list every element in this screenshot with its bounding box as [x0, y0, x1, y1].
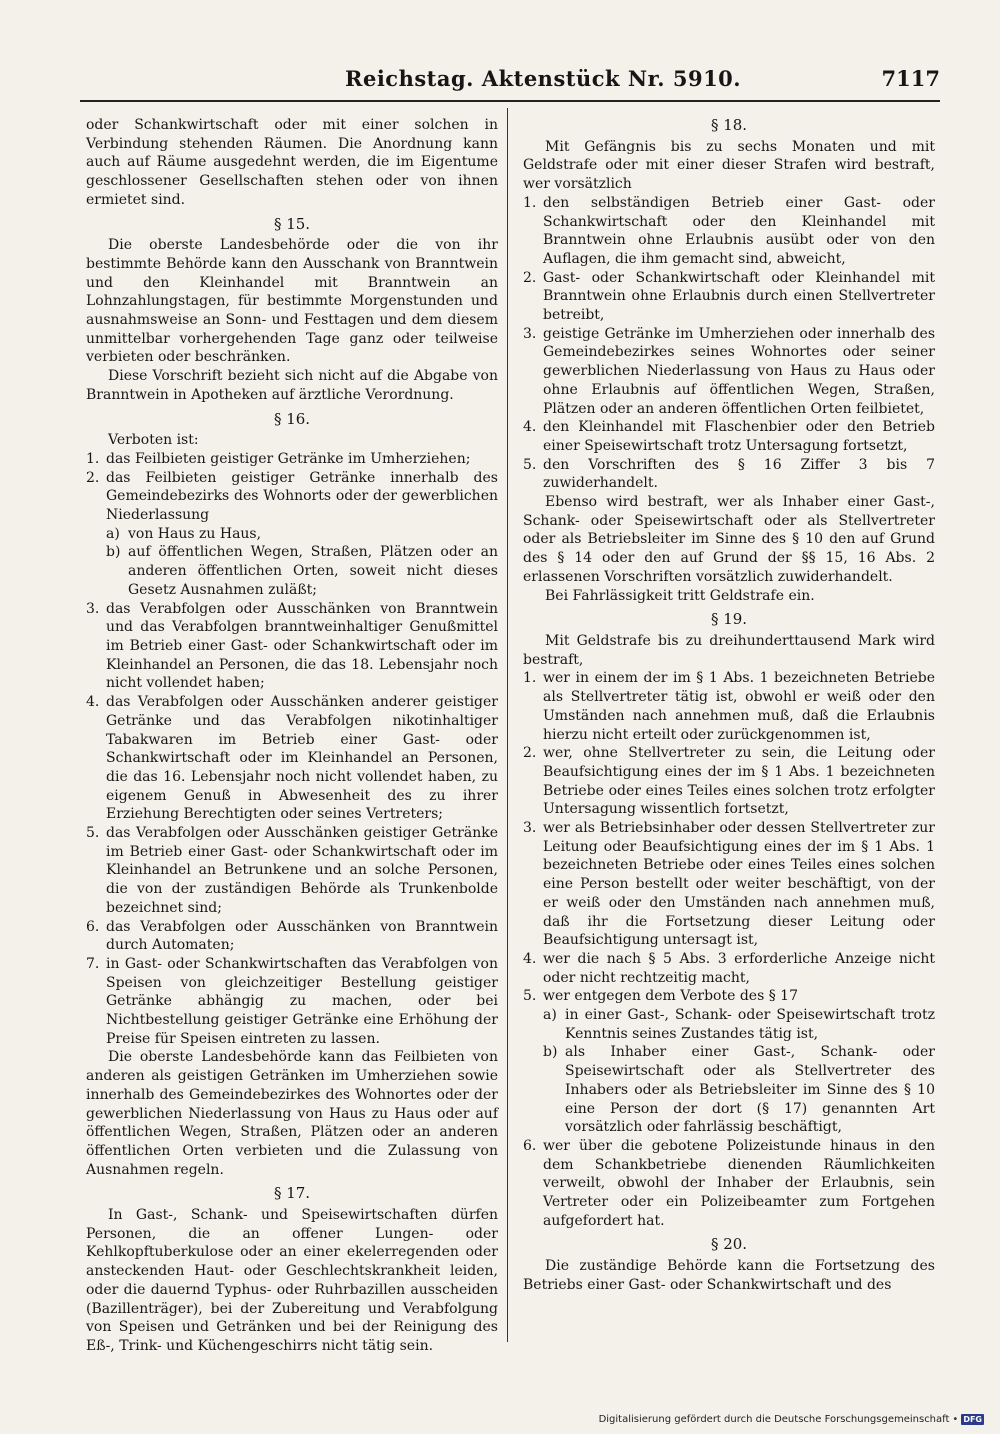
item-number: 7. — [86, 955, 100, 972]
item-text: wer über die gebotene Polizeistunde hinaus in den dem Schankbetriebe dienenden Räumlichkeiten verweilt, obwohl der Inhaber der Erlaubnis, sein Vertreter oder ein Polizeibeamter zum Fortgehen aufgefordert hat. — [543, 1137, 935, 1229]
list-item — [523, 669, 935, 744]
sub-item-letter: a) — [543, 1007, 557, 1024]
item-number: 3. — [523, 325, 537, 342]
list-item — [523, 325, 935, 419]
running-title: Reichstag. Aktenstück Nr. 5910. — [345, 66, 742, 91]
list-item — [523, 987, 935, 1006]
list-item — [523, 456, 935, 493]
item-text: wer in einem der im § 1 Abs. 1 bezeichneten Betriebe als Stellvertreter tätig ist, obwohl er weiß oder den Umständen nach annehmen muß, daß die Erlaubnis hierzu nicht erteilt oder zurückgenommen ist, — [543, 670, 935, 743]
item-number: 3. — [86, 600, 100, 617]
item-text: in Gast- oder Schankwirtschaften das Verabfolgen von Speisen von gleichzeitiger Bestellung geistiger Getränke abhängig zu machen, oder bei Nichtbestellung geistiger Getränke eine Erhöhung der Preise für Speisen eintreten zu lassen. — [106, 955, 498, 1047]
left-column — [86, 116, 498, 1356]
item-number: 5. — [86, 825, 100, 842]
paragraph: Bei Fahrlässigkeit tritt Geldstrafe ein. — [545, 587, 815, 604]
sub-item-text: auf öffentlichen Wegen, Straßen, Plätzen oder an anderen öffentlichen Orten, soweit nicht dieses Gesetz Ausnahmen zuläßt; — [128, 544, 498, 598]
item-number: 1. — [86, 450, 100, 467]
sub-list-item — [86, 525, 498, 544]
item-text: das Verabfolgen oder Ausschänken von Branntwein und das Verabfolgen branntweinhaltiger Genußmittel im Betrieb einer Gast- oder Schankwirtschaft oder im Kleinhandel an Personen, die das 18. Lebensjahr noch nicht vollendet haben; — [106, 600, 498, 692]
item-text: das Verabfolgen oder Ausschänken anderer geistiger Getränke und das Verabfolgen nikotinhaltiger Tabakwaren im Betrieb einer Gast- oder Schankwirtschaft oder im Kleinhandel an Personen, die das 16. Lebensjahr noch nicht vollendet haben, zu eigenem Genuß in Abwesenheit des zu ihrer Erziehung Berechtigten oder seines Vertreters; — [106, 694, 498, 823]
sub-list-item — [523, 1006, 935, 1043]
header-rule — [80, 100, 940, 102]
item-number: 2. — [523, 269, 537, 286]
item-text: den Vorschriften des § 16 Ziffer 3 bis 7 zuwiderhandelt. — [543, 456, 935, 492]
list-item — [523, 744, 935, 819]
paragraph: Mit Gefängnis bis zu sechs Monaten und mit Geldstrafe oder mit einer dieser Strafen wird bestraft, wer vorsätzlich — [523, 138, 935, 193]
item-number: 4. — [523, 419, 537, 436]
digitization-credit — [599, 1414, 984, 1425]
item-number: 3. — [523, 820, 537, 837]
item-text: wer, ohne Stellvertreter zu sein, die Leitung oder Beaufsichtigung eines der im § 1 Abs. 1 bezeichneten Betriebe oder eines Teiles eines solchen trotz erfolgter Untersagung wissentlich fortsetzt, — [543, 745, 935, 818]
sub-item-text: von Haus zu Haus, — [128, 525, 262, 542]
item-text: geistige Getränke im Umherziehen oder innerhalb des Gemeindebezirkes seines Wohnortes oder seiner gewerblichen Niederlassung von Haus zu Haus oder ohne Erlaubnis auf öffentlichen Wegen, Straßen, Plätzen oder an anderen öffentlichen Orten feilbietet, — [543, 325, 935, 417]
list-item — [523, 1137, 935, 1231]
item-text: wer entgegen dem Verbote des § 17 — [543, 988, 798, 1005]
section-heading-17: § 17. — [273, 1184, 311, 1203]
right-column — [523, 116, 935, 1295]
column-divider — [507, 108, 508, 1342]
item-number: 1. — [523, 194, 537, 211]
paragraph: Diese Vorschrift bezieht sich nicht auf die Abgabe von Branntwein in Apotheken auf ärztliche Verordnung. — [86, 368, 498, 403]
sub-item-text: als Inhaber einer Gast-, Schank- oder Speisewirtschaft oder als Stellvertreter des Inhabers oder als Betriebsleiter im Sinne des § 10 eine Person der dort (§ 17) genannten Art vorsätzlich oder fahrlässig beschäftigt, — [565, 1044, 935, 1136]
item-text: das Verabfolgen oder Ausschänken geistiger Getränke im Betrieb einer Gast- oder Schankwirtschaft oder im Kleinhandel an Betrunkene und an solche Personen, die von der zuständigen Behörde als Trunkenbolde bezeichnet sind; — [106, 825, 498, 916]
dfg-logo-icon: DFG — [963, 1415, 982, 1424]
item-number: 4. — [523, 950, 537, 967]
paragraph: oder Schankwirtschaft oder mit einer solchen in Verbindung stehenden Räumen. Die Anordnung kann auch auf Räume ausgedehnt werden, die im Eigentume geschlossener Gesellschaften stehen oder von ihnen ermietet sind. — [86, 117, 498, 208]
item-text: Gast- oder Schankwirtschaft oder Kleinhandel mit Branntwein ohne Erlaubnis durch einen Stellvertreter betreibt, — [543, 269, 935, 324]
list-item — [523, 819, 935, 950]
separator-dot: • — [952, 1414, 959, 1425]
item-text: den Kleinhandel mit Flaschenbier oder den Betrieb einer Speisewirtschaft trotz Untersagung fortsetzt, — [543, 419, 935, 454]
paragraph: Ebenso wird bestraft, wer als Inhaber einer Gast-, Schank- oder Speisewirtschaft oder als Stellvertreter oder als Betriebsleiter im Sinne des § 10 den auf Grund des § 14 oder den auf Grund der §§ 15, 16 Abs. 2 erlassenen Vorschriften vorsätzlich zuwiderhandelt. — [523, 494, 935, 585]
sub-item-text: in einer Gast-, Schank- oder Speisewirtschaft trotz Kenntnis seines Zustandes tätig ist, — [565, 1007, 935, 1042]
section-heading-15: § 15. — [273, 214, 311, 233]
item-number: 6. — [86, 918, 100, 935]
paragraph: Mit Geldstrafe bis zu dreihunderttausend Mark wird bestraft, — [523, 632, 935, 668]
list-item — [86, 450, 498, 469]
item-number: 5. — [523, 456, 537, 473]
paragraph: Die oberste Landesbehörde kann das Feilbieten von anderen als geistigen Getränken im Umherziehen sowie innerhalb des Gemeindebezirkes des Wohnortes oder der gewerblichen Niederlassung von Haus zu Haus oder auf öffentlichen Wegen, Straßen, Plätzen oder an anderen öffentlichen Orten verbieten und die Zulassung von Ausnahmen regeln. — [86, 1049, 498, 1178]
list-item — [86, 600, 498, 694]
page-number: 7117 — [881, 66, 940, 91]
sub-item-letter: a) — [106, 525, 120, 542]
sub-item-letter: b) — [543, 1044, 558, 1061]
list-item — [86, 469, 498, 525]
item-text: wer die nach § 5 Abs. 3 erforderliche Anzeige nicht oder nicht rechtzeitig macht, — [543, 950, 935, 986]
item-text: das Feilbieten geistiger Getränke innerhalb des Gemeindebezirks des Wohnorts oder der gewerblichen Niederlassung — [106, 469, 498, 524]
item-number: 2. — [86, 469, 100, 486]
section-heading-18: § 18. — [710, 116, 748, 134]
item-number: 6. — [523, 1137, 537, 1154]
list-item — [523, 950, 935, 987]
item-text: den selbständigen Betrieb einer Gast- oder Schankwirtschaft oder den Kleinhandel mit Branntwein ohne Erlaubnis ausübt oder von den Auflagen, die ihm gemacht sind, abweicht, — [543, 194, 935, 267]
item-text: das Verabfolgen oder Ausschänken von Branntwein durch Automaten; — [106, 918, 498, 954]
item-number: 1. — [523, 670, 537, 687]
list-item — [86, 824, 498, 918]
list-item — [86, 918, 498, 955]
section-heading-16: § 16. — [273, 409, 311, 428]
item-number: 2. — [523, 745, 537, 762]
list-item — [523, 418, 935, 455]
paragraph: In Gast-, Schank- und Speisewirtschaften dürfen Personen, die an offener Lungen- oder Kehlkopftuberkulose oder an einer ekelerregenden oder ansteckenden Haut- oder Geschlechtskrankheit leiden, oder die dauernd Typhus- oder Ruhrbazillen ausscheiden (Bazillenträger), bei der Zubereitung und Verabfolgung von Speisen und Getränken und bei der Reinigung des Eß-, Trink- und Küchengeschirrs nicht tätig sein. — [86, 1207, 498, 1354]
list-item — [86, 693, 498, 824]
sub-list-item — [523, 1043, 935, 1137]
list-item — [523, 269, 935, 325]
page-header — [0, 60, 1000, 100]
sub-list-item — [86, 543, 498, 599]
item-text: wer als Betriebsinhaber oder dessen Stellvertreter zur Leitung oder Beaufsichtigung eines der im § 1 Abs. 1 bezeichneten Betriebe oder eines Teiles eines solchen eine Person bestellt oder weiter beschäftigt, von der er weiß oder den Umständen nach annehmen muß, daß ihr die Fortsetzung dieser Leitung oder Beaufsichtigung untersagt ist, — [543, 820, 935, 949]
credit-text: Digitalisierung gefördert durch die Deutsche Forschungsgemeinschaft — [598, 1414, 950, 1425]
item-number: 5. — [523, 988, 537, 1005]
paragraph: Verboten ist: — [108, 432, 199, 449]
paragraph: Die zuständige Behörde kann die Fortsetzung des Betriebs einer Gast- oder Schankwirtschaft und des — [523, 1258, 935, 1293]
sub-item-letter: b) — [106, 544, 121, 561]
item-number: 4. — [86, 694, 100, 711]
section-heading-20: § 20. — [710, 1235, 748, 1254]
item-text: das Feilbieten geistiger Getränke im Umherziehen; — [106, 450, 471, 467]
section-heading-19: § 19. — [710, 610, 748, 629]
list-item — [523, 194, 935, 269]
paragraph: Die oberste Landesbehörde oder die von ihr bestimmte Behörde kann den Ausschank von Branntwein und den Kleinhandel mit Branntwein an Lohnzahlungstagen, für bestimmte Morgenstunden und ausnahmsweise an Sonn- und Festtagen und dem diesem unmittelbar vorhergehenden Tage ganz oder teilweise verbieten oder beschränken. — [86, 237, 498, 366]
list-item — [86, 955, 498, 1049]
